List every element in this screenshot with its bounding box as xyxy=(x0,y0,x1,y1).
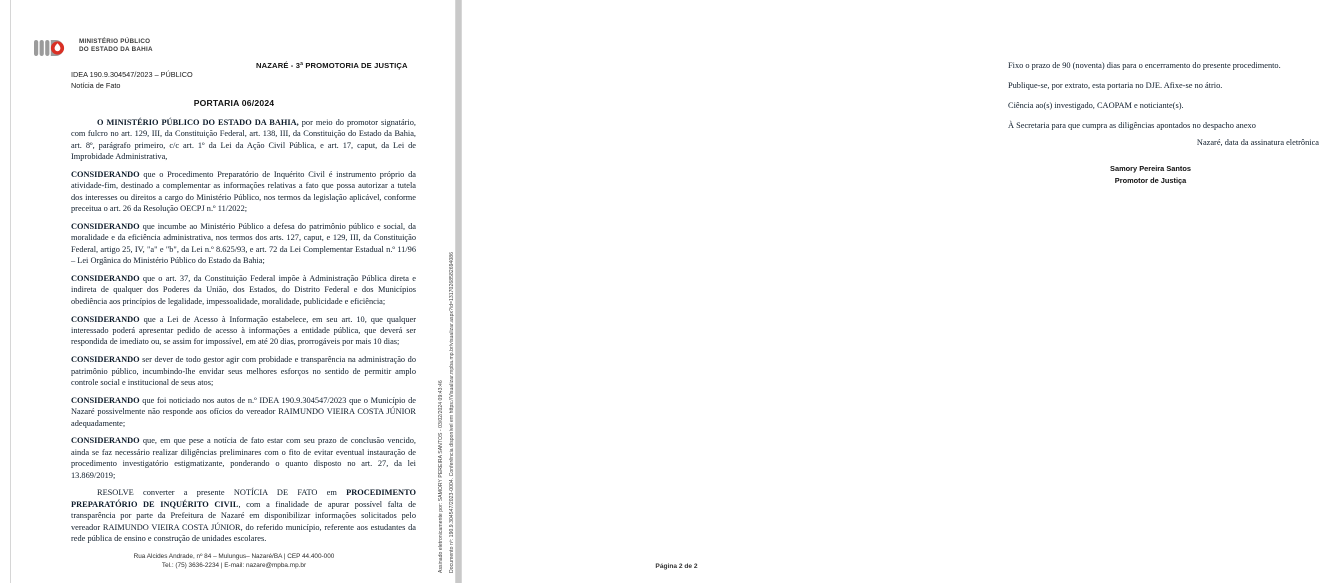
paragraph-text: que, em que pese a notícia de fato estar com seu prazo de conclusão vencido, ainda se faz necessário realizar diligências preliminares com o fito de evitar eventual instauração de procedimento investigatório estigmatizante, ponderando o quanto disposto no art. 27, da lei 13.869/2019; xyxy=(71,436,416,480)
paragraph-lead: CONSIDERANDO xyxy=(71,222,140,231)
paragraph-publique: Publique-se, por extrato, esta portaria no DJE. Afixe-se no átrio. xyxy=(1008,80,1223,90)
signer-name: Samory Pereira Santos xyxy=(1110,164,1191,173)
document-page-right xyxy=(461,0,1319,583)
page-footer xyxy=(11,552,457,571)
signature-date-line: Nazaré, data da assinatura eletrônica xyxy=(1196,138,1319,147)
document-type: Notícia de Fato xyxy=(71,81,121,90)
paragraph-lead: O MINISTÉRIO PÚBLICO DO ESTADO DA BAHIA, xyxy=(97,118,299,127)
mp-logo-icon xyxy=(33,37,73,59)
paragraph-text: que a Lei de Acesso à Informação estabelece, em seu art. 10, que qualquer interessado poderá apresentar pedido de acesso à informações a entidade pública, que deverá ser respondida de imediato ou, se assim for impossível, em até 20 dias, prorrogáveis por mais 10 dias; xyxy=(71,314,416,347)
paragraph-lead: CONSIDERANDO xyxy=(71,170,140,179)
document-body-left xyxy=(71,117,416,551)
paragraph-considerando-2 xyxy=(71,221,416,267)
document-page-left xyxy=(10,0,456,583)
signer-role: Promotor de Justiça xyxy=(1114,175,1187,185)
signature-block xyxy=(982,163,1319,186)
paragraph-lead: CONSIDERANDO xyxy=(71,395,140,405)
institution-name-line1: MINISTÉRIO PÚBLICO xyxy=(79,38,151,45)
paragraph-considerando-3 xyxy=(71,273,416,307)
case-identifier xyxy=(71,69,193,91)
paragraph-lead: CONSIDERANDO xyxy=(71,355,140,365)
paragraph-lead: CONSIDERANDO xyxy=(71,274,140,283)
stamp-line-verification: Documento nº: 190.9.304547/2023-0004. Conferência disponível em https://Visualizar.mpba.mp.br/visualizar.aspx?id=13170268582694086 xyxy=(449,251,455,573)
document-body-right xyxy=(982,60,1319,140)
institution-name xyxy=(79,38,153,55)
paragraph-text: que o Procedimento Preparatório de Inquérito Civil é instrumento próprio da atividade-fim, destinado a complementar as informações relativas a fato que possa autorizar a tutela dos interesses ou direitos a cargo do Ministério Público, nos termos da legislação aplicável, conforme preceitua o art. 26 da Resolução OECPJ n.º 11/2022; xyxy=(71,170,416,214)
paragraph-considerando-7 xyxy=(71,435,416,481)
idea-number: IDEA 190.9.304547/2023 – PÚBLICO xyxy=(71,70,193,79)
paragraph-text: por meio do promotor signatário, com fulcro no art. 129, III, da Constituição Federal, art. 138, III, da Constituição do Estado da Bahia, art. 8º, parágrafo primeiro, c/c art. 1º da Lei da Ação Civil Pública, e art. 17, caput, da Lei de Improbidade Administrativa, xyxy=(71,118,417,162)
page-number-label: Página 2 de 2 xyxy=(655,563,698,570)
paragraph-text: que o art. 37, da Constituição Federal impõe à Administração Pública direta e indireta de qualquer dos Poderes da União, dos Estados, do Distrito Federal e dos Municípios obediência aos princípios de legalidade, impessoalidade, moralidade, publicidade e eficiência; xyxy=(71,274,416,306)
document-title: PORTARIA 06/2024 xyxy=(193,98,275,108)
paragraph-secretaria: À Secretaria para que cumpra as diligências apontados no despacho anexo xyxy=(1008,120,1256,130)
paragraph-text: que foi noticiado nos autos de n.º IDEA 190.9.304547/2023 que o Município de Nazaré possivelmente não responde aos ofícios do vereador RAIMUNDO VIEIRA COSTA JÚNIOR adequadamente; xyxy=(71,395,416,428)
resolve-part1: RESOLVE converter a presente NOTÍCIA DE FATO em xyxy=(97,488,347,498)
footer-contact: Tel.: (75) 3636-2234 | E-mail: nazare@mpba.mp.br xyxy=(161,562,307,570)
paragraph-lead: CONSIDERANDO xyxy=(71,314,140,324)
stamp-line-signer: Assinado eletronicamente por: SAMORY PEREIRA SANTOS - 03/02/2024 09:43:46 xyxy=(438,380,444,573)
paragraph-text: que incumbe ao Ministério Público a defesa do patrimônio público e social, da moralidade e da eficiência administrativa, nos termos dos arts. 127, caput, e 129, III, da Constituição Federal, artigo 25, IV, "a" e "b", da Lei n.º 8.625/93, e art. 72 da Lei Complementar Estadual n.º 11/96 – Lei Orgânica do Ministério Público do Estado da Bahia; xyxy=(71,222,416,266)
footer-address: Rua Alcides Andrade, nº 84 – Mulungus– Nazaré/BA | CEP 44.400-000 xyxy=(133,552,335,560)
paragraph-considerando-5 xyxy=(71,354,416,388)
paragraph-resolve xyxy=(71,487,416,544)
paragraph-opening xyxy=(71,117,416,163)
paragraph-considerando-1 xyxy=(71,169,416,215)
paragraph-prazo: Fixo o prazo de 90 (noventa) dias para o encerramento do presente procedimento. xyxy=(1008,61,1281,70)
paragraph-considerando-6 xyxy=(71,395,416,429)
paragraph-lead: CONSIDERANDO xyxy=(71,436,140,446)
promotoria-label: NAZARÉ - 3ª PROMOTORIA DE JUSTIÇA xyxy=(256,61,408,70)
paragraph-considerando-4 xyxy=(71,314,416,348)
resolve-part2: , com a finalidade de apurar possível falta de transparência por parte da Prefeitura de Nazaré em disponibilizar informações solicitados pelo vereador RAIMUNDO VIEIRA COSTA JÚNIOR, do referido município, referente aos estudantes da rede pública de ensino e construção de unidades escolares. xyxy=(71,499,416,543)
institution-name-line2: DO ESTADO DA BAHIA xyxy=(79,46,153,54)
resolve-highlight: PROCEDIMENTO PREPARATÓRIO DE INQUÉRITO CIVIL xyxy=(71,488,416,509)
paragraph-text: ser dever de todo gestor agir com probidade e transparência na administração do patrimônio público, incumbindo-lhe envidar seus melhores esforços no sentido de permitir amplo controle social e institucional de seus atos; xyxy=(71,355,416,387)
paragraph-ciencia: Ciência ao(s) investigado, CAOPAM e noticiante(s). xyxy=(1008,100,1184,110)
